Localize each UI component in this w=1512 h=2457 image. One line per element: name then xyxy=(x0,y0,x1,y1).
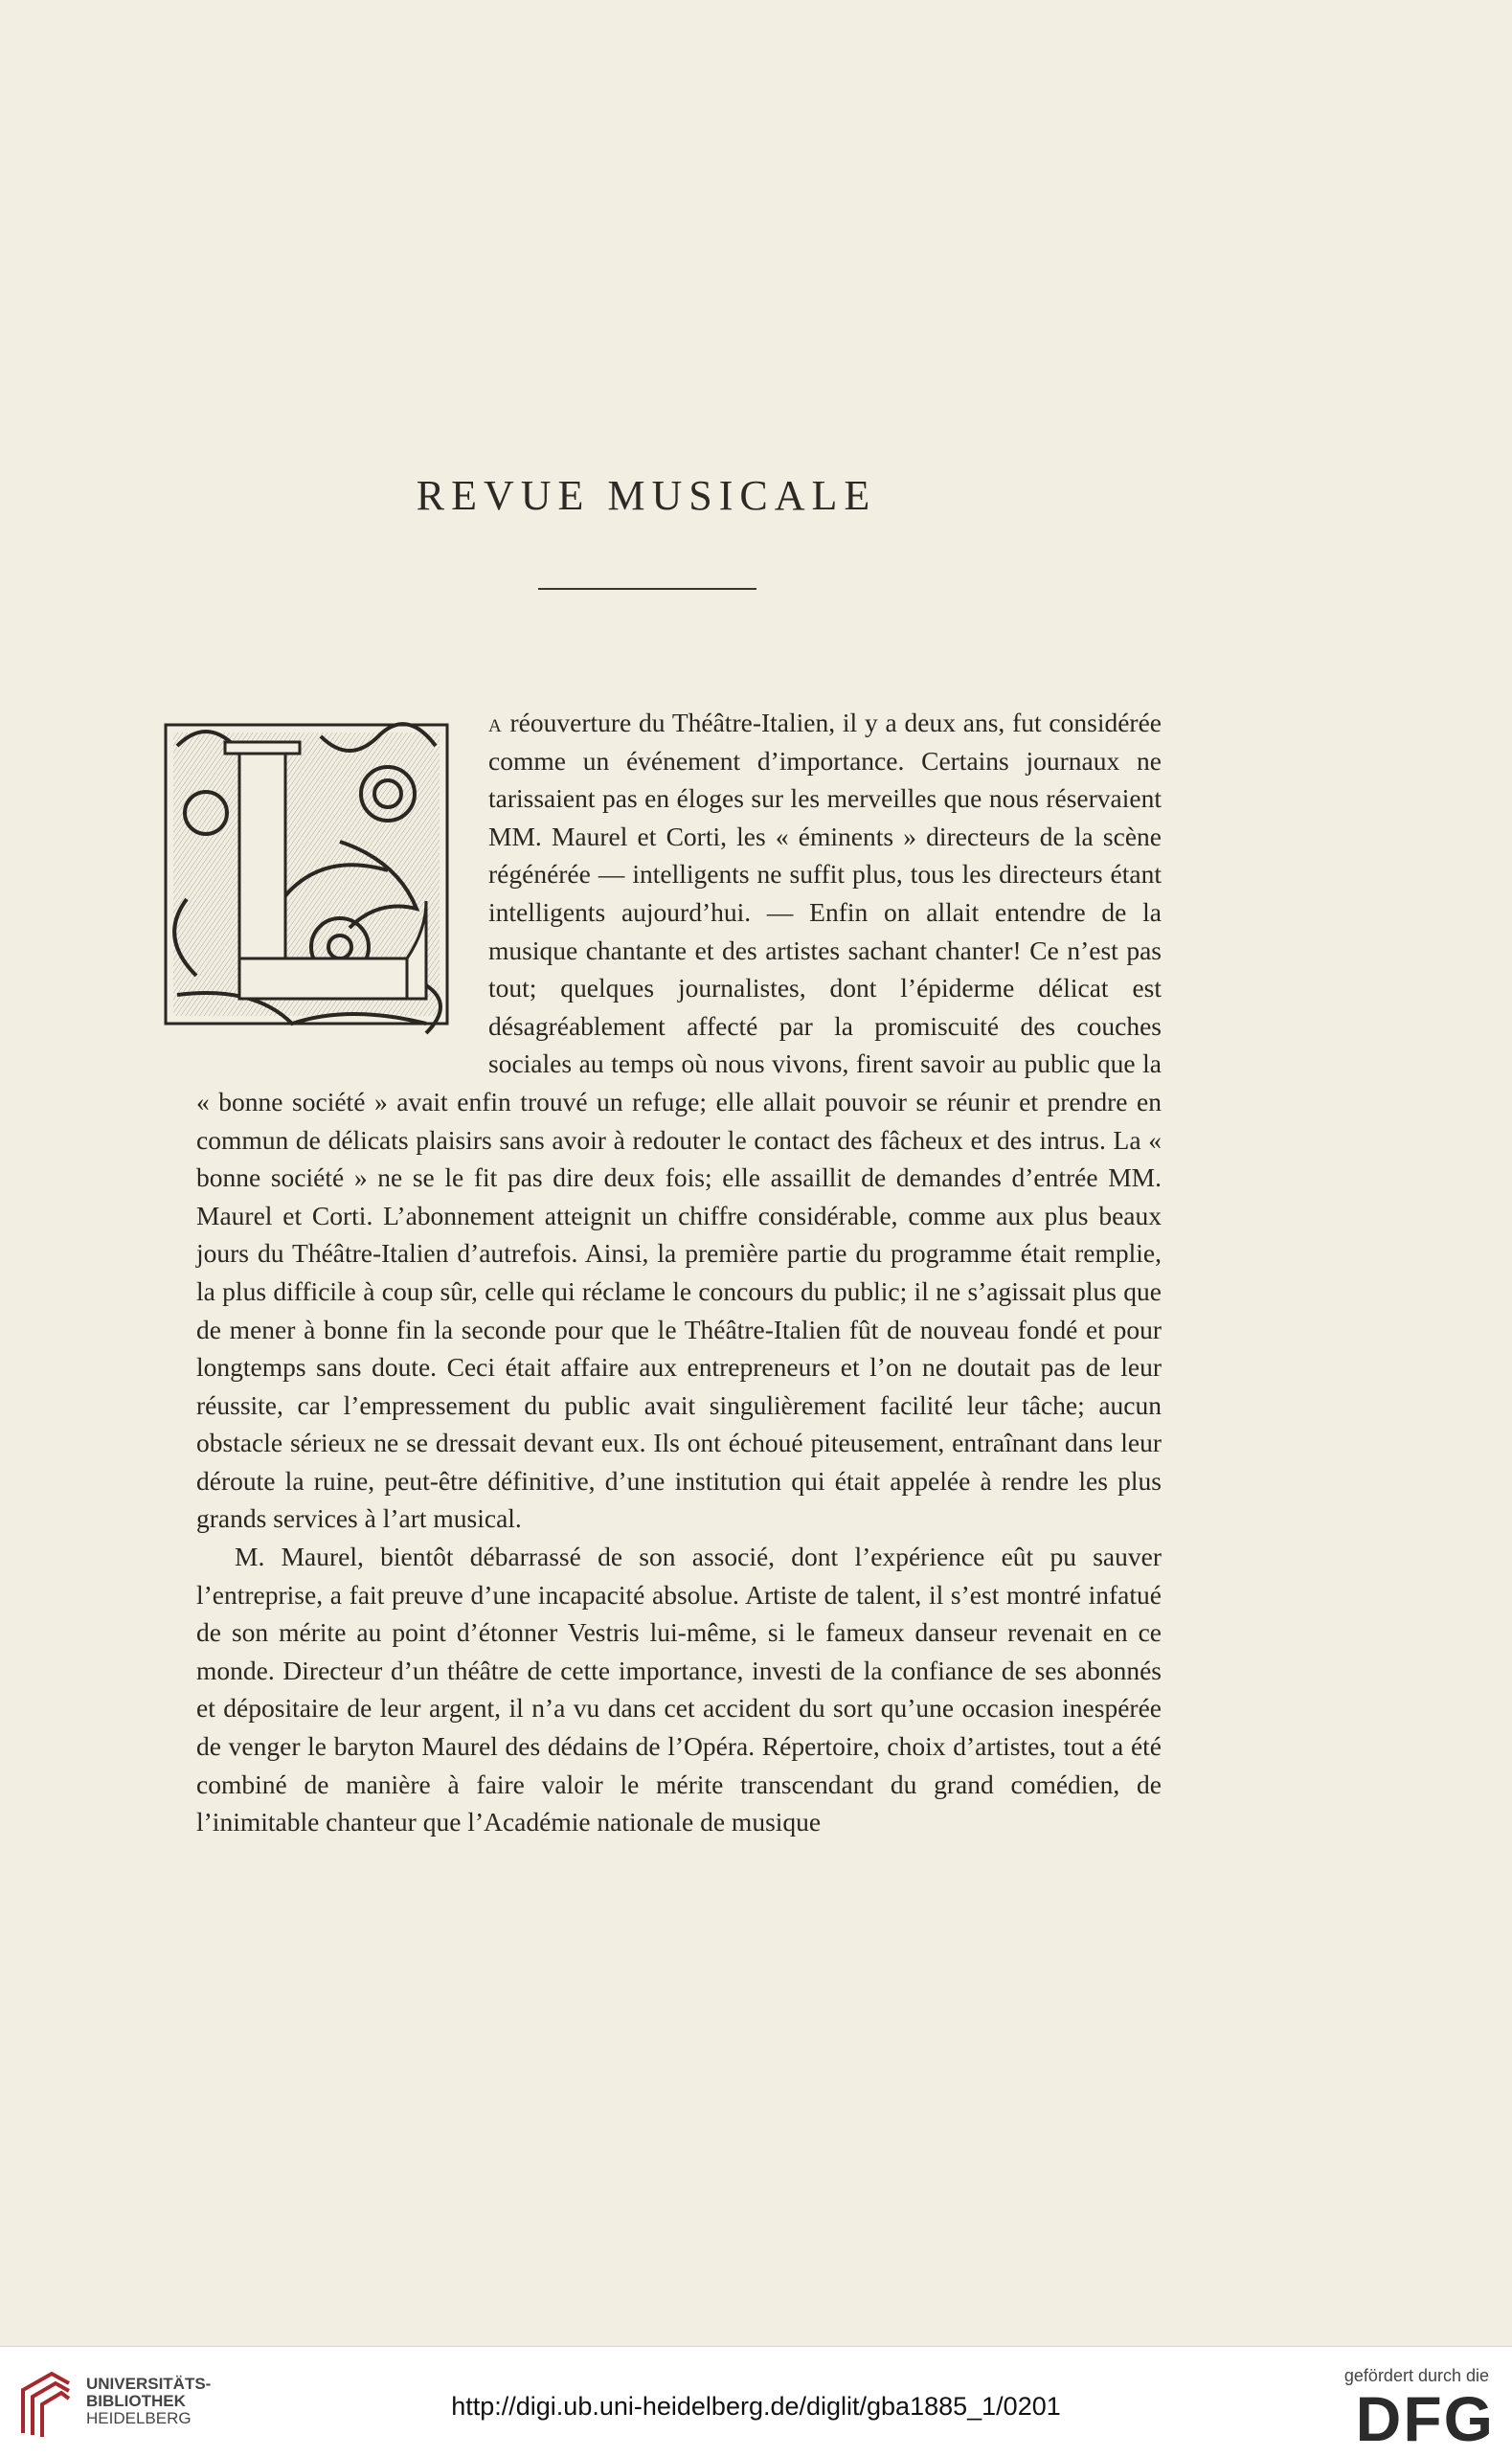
title-divider xyxy=(538,588,756,590)
funding-caption: gefördert durch die xyxy=(1343,2366,1489,2385)
page-title: REVUE MUSICALE xyxy=(416,472,877,519)
digitization-footer xyxy=(0,2346,1512,2457)
library-line-2: BIBLIOTHEK xyxy=(86,2392,186,2410)
dfg-logo[interactable]: DFG xyxy=(1355,2383,1495,2454)
lead-small-caps: a xyxy=(488,708,503,737)
paragraph-1-text: réouverture du Théâtre-Italien, il y a deux ans, fut considérée comme un événement d’importance. Certains journaux ne tarissaient pas en éloges sur les merveilles que nous réservaient MM. Maurel et Corti, les « éminents » directeurs de la scène régénérée — intelligents ne suffit plus, tous les directeurs étant intelligents aujourd’hui. — Enfin on allait entendre de la musique chantante et des artistes sachant chanter! Ce n’est pas tout; quelques journalistes, dont l’épiderme délicat est désagréablement affecté par la promiscuité des couches sociales au temps où nous vivons, firent savoir au public que la « bonne société » avait enfin trouvé un refuge; elle allait pouvoir se réunir et prendre en commun de délicats plaisirs sans avoir à redouter le contact des fâcheux et des intrus. La « bonne société » ne se le fit pas dire deux fois; elle assaillit de demandes d’entrée MM. Maurel et Corti. L’abonnement atteignit un chiffre considérable, comme aux plus beaux jours du Théâtre-Italien d’autrefois. Ainsi, la première partie du programme était remplie, la plus difficile à coup sûr, celle qui réclame le concours du public; il ne s’agissait plus que de mener à bonne fin la seconde pour que le Théâtre-Italien fût de nouveau fondé et pour longtemps sans doute. Ceci était affaire aux entrepreneurs et l’on ne doutait pas de leur réussite, car l’empressement du public avait singulièrement facilité leur tâche; aucun obstacle sérieux ne se dressait devant eux. Ils ont échoué piteusement, entraînant dans leur déroute la ruine, peut-être définitive, d’une institution qui était appelée à rendre les plus grands services à l’art musical. xyxy=(196,708,1162,1534)
permalink-url[interactable]: http://digi.ub.uni-heidelberg.de/diglit/gba1885_1/0201 xyxy=(451,2392,1061,2421)
library-line-1: UNIVERSITÄTS- xyxy=(86,2375,212,2393)
library-line-3: HEIDELBERG xyxy=(86,2409,192,2427)
ornamental-dropcap-l-icon xyxy=(148,708,464,1062)
paragraph-2: M. Maurel, bientôt débarrassé de son associé, dont l’expérience eût pu sauver l’entreprise, a fait preuve d’une incapacité absolue. Artiste de talent, il s’est montré infatué de son mérite au point d’étonner Vestris lui-même, si le fameux danseur revenait en ce monde. Directeur d’un théâtre de cette importance, investi de la confiance de ses abonnés et dépositaire de leur argent, il n’a vu dans cet accident du sort qu’une occasion inespérée de venger le baryton Maurel des dédains de l’Opéra. Répertoire, choix d’artistes, tout a été combiné de manière à faire valoir le mérite transcendant du grand comédien, de l’inimitable chanteur que l’Académie nationale de musique xyxy=(196,1542,1162,1837)
article-body xyxy=(196,704,1162,1841)
